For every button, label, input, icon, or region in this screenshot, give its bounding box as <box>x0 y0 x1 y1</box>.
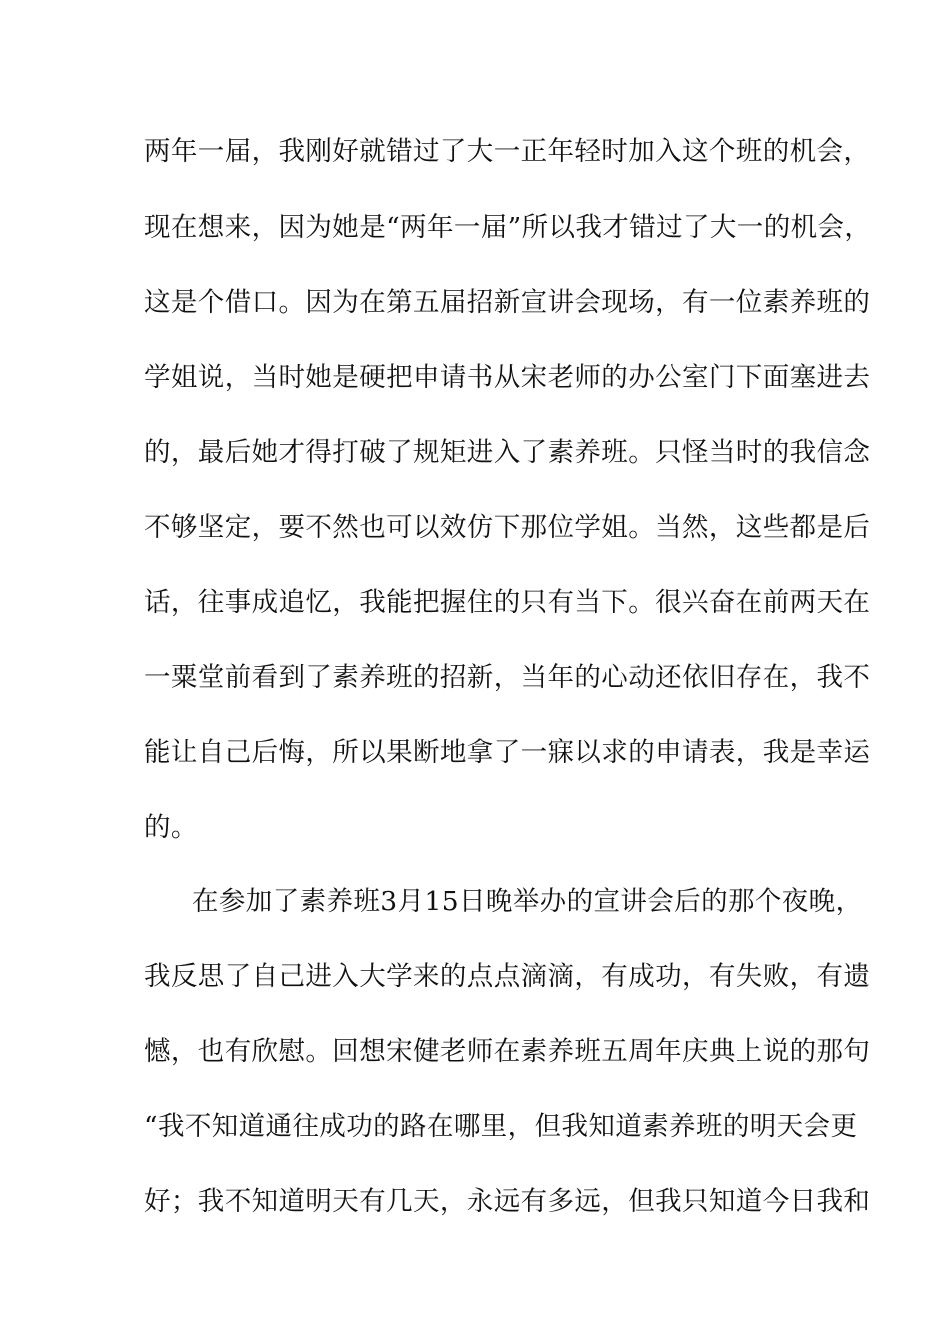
text-line-13: 憾，也有欣慰。回想宋健老师在素养班五周年庆典上说的那句 <box>144 1036 871 1067</box>
text-line-4: 学姐说，当时她是硬把申请书从宋老师的办公室门下面塞进去 <box>144 362 871 393</box>
text-line-3: 这是个借口。因为在第五届招新宣讲会现场，有一位素养班的 <box>144 287 871 318</box>
text-line-1: 两年一届，我刚好就错过了大一正年轻时加入这个班的机会， <box>144 136 871 167</box>
text-line-6: 不够坚定，要不然也可以效仿下那位学姐。当然，这些都是后 <box>144 512 871 543</box>
text-line-14: “我不知道通往成功的路在哪里，但我知道素养班的明天会更 <box>144 1111 858 1142</box>
text-line-15: 好；我不知道明天有几天，永远有多远，但我只知道今日我和 <box>144 1186 871 1217</box>
text-line-7: 话，往事成追忆，我能把握住的只有当下。很兴奋在前两天在 <box>144 587 871 618</box>
text-line-8: 一粟堂前看到了素养班的招新，当年的心动还依旧存在，我不 <box>144 662 871 693</box>
text-line-5: 的，最后她才得打破了规矩进入了素养班。只怪当时的我信念 <box>144 437 871 468</box>
text-line-10: 的。 <box>144 812 198 843</box>
text-line-2: 现在想来，因为她是“两年一届”所以我才错过了大一的机会， <box>144 212 872 243</box>
text-line-9: 能让自己后悔，所以果断地拿了一寐以求的申请表，我是幸运 <box>144 737 871 768</box>
text-line-11: 在参加了素养班3月15日晚举办的宣讲会后的那个夜晚， <box>192 886 863 917</box>
text-line-12: 我反思了自己进入大学来的点点滴滴，有成功，有失败，有遗 <box>144 961 871 992</box>
